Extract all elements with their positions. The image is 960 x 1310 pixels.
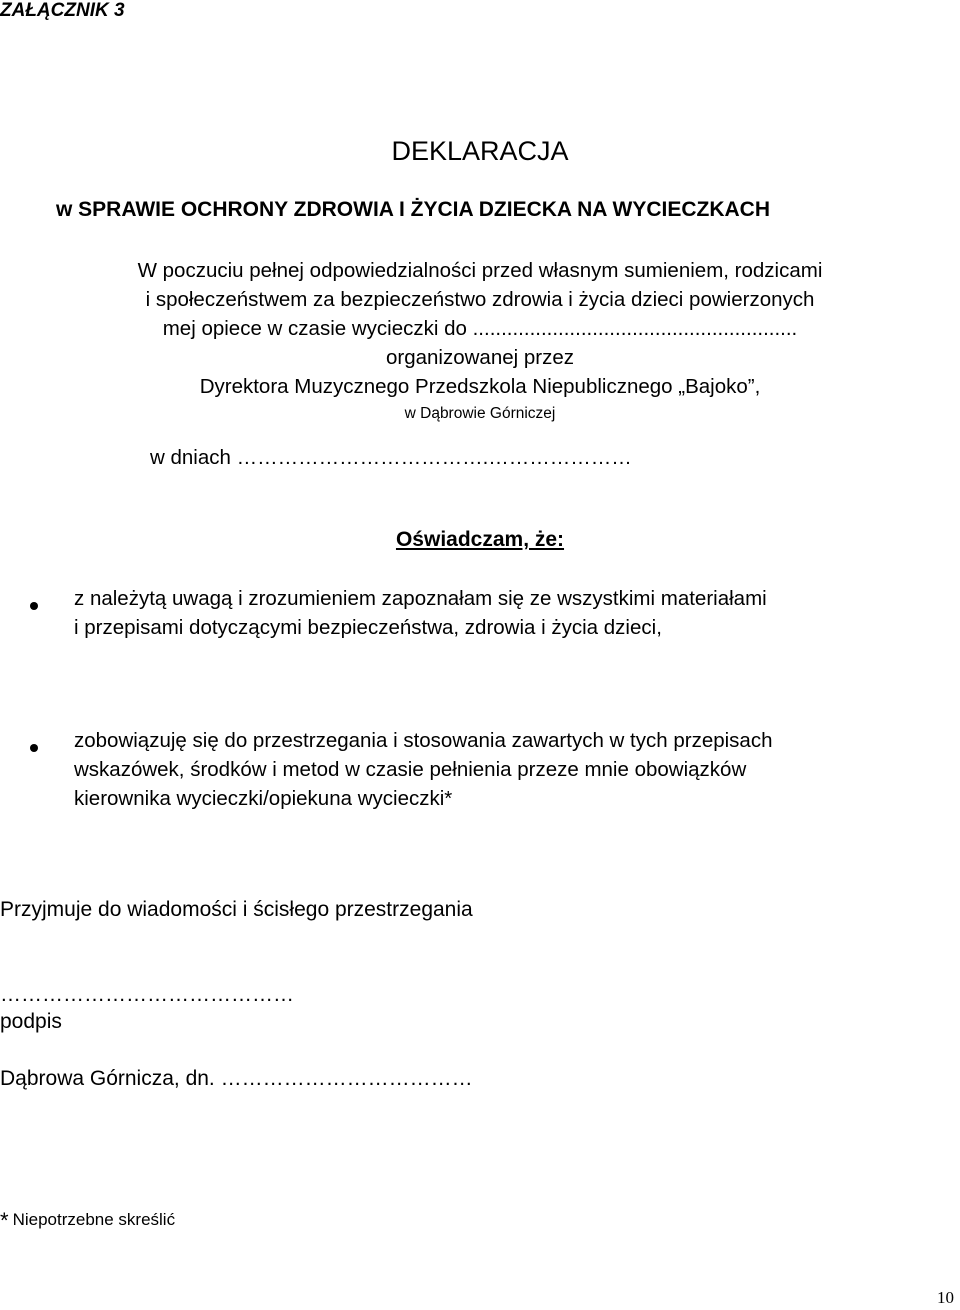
bullet-icon (30, 744, 38, 752)
intro-line: W poczuciu pełnej odpowiedzialności przed własnym sumieniem, rodzicami (137, 259, 823, 282)
acceptance-statement: Przyjmuje do wiadomości i ścisłego przestrzegania (0, 898, 473, 921)
document-title: DEKLARACJA (391, 136, 569, 166)
signature-label: podpis (0, 1010, 62, 1033)
declaration-item (74, 726, 934, 813)
intro-paragraph (62, 256, 898, 427)
declaration-heading: Oświadczam, że: (395, 528, 565, 551)
trip-dates-line: w dniach ……………………………….………………… (150, 446, 632, 469)
place-date-line: Dąbrowa Górnicza, dn. ……………………………… (0, 1067, 473, 1090)
intro-line: i społeczeństwem za bezpieczeństwo zdrowia i życia dzieci powierzonych (145, 288, 815, 311)
intro-line: organizowanej przez (385, 346, 575, 369)
declaration-item-line: kierownika wycieczki/opiekuna wycieczki* (74, 787, 453, 810)
intro-line-organizer: Dyrektora Muzycznego Przedszkola Niepublicznego „Bajoko”, (199, 375, 761, 398)
footnote (0, 1208, 175, 1234)
bullet-icon (30, 602, 38, 610)
document-subtitle: w SPRAWIE OCHRONY ZDROWIA I ŻYCIA DZIECKA NA WYCIECZKACH (56, 198, 770, 221)
declaration-item-line: i przepisami dotyczącymi bezpieczeństwa, zdrowia i życia dzieci, (74, 616, 662, 639)
footnote-text: Niepotrzebne skreślić (12, 1210, 176, 1229)
intro-line-city: w Dąbrowie Górniczej (404, 405, 556, 422)
footnote-asterisk: * (0, 1208, 9, 1233)
intro-line-trip-destination: mej opiece w czasie wycieczki do ......................................................... (162, 317, 798, 340)
declaration-item-line: wskazówek, środków i metod w czasie pełnienia przeze mnie obowiązków (74, 758, 747, 781)
signature-line: …………………………………… (0, 983, 294, 1006)
annex-label: ZAŁĄCZNIK 3 (0, 0, 125, 21)
declaration-item (74, 584, 934, 642)
page-number: 10 (937, 1288, 954, 1307)
declaration-item-line: z należytą uwagą i zrozumieniem zapoznałam się ze wszystkimi materiałami (74, 587, 767, 610)
declaration-item-line: zobowiązuję się do przestrzegania i stosowania zawartych w tych przepisach (74, 729, 773, 752)
